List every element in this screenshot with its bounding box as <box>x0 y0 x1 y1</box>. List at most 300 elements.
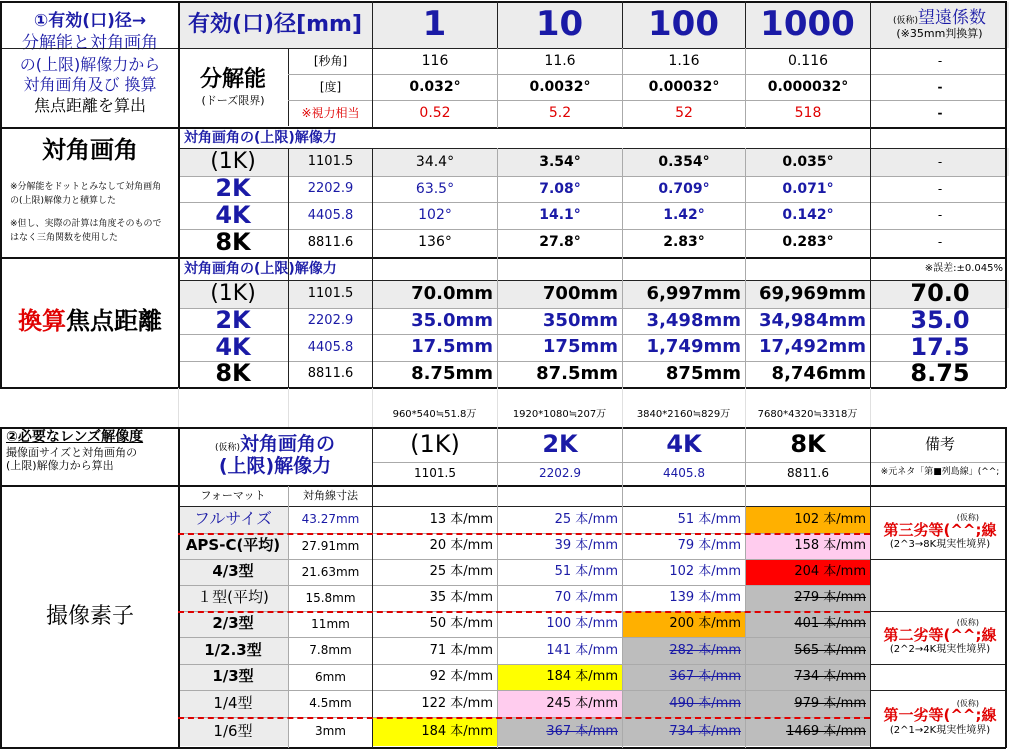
lens-resolution <box>372 717 497 746</box>
resolution-value <box>372 100 497 126</box>
value-text: 2.83° <box>663 234 705 251</box>
row-border <box>288 74 1005 75</box>
sensor-diagonal <box>288 690 372 717</box>
intro-line: ①有効(口)径→ <box>33 10 147 31</box>
resolution-value <box>372 48 497 74</box>
focal-value <box>372 308 497 334</box>
column-border <box>288 148 289 388</box>
angle-row-res <box>288 229 372 256</box>
column-value: 2202.9 <box>539 465 581 480</box>
angle-value <box>497 229 622 256</box>
resolution-column-header <box>497 428 622 462</box>
sensor-name: 1/2.3型 <box>204 640 262 659</box>
lines-per-mm: 282 本/mm <box>669 642 741 658</box>
error-note-text: ※誤差:±0.045% <box>924 262 1003 274</box>
resolution-column-header <box>622 428 745 462</box>
angle-note: ※分解能をドットとみなして対角画角の(上限)解像力と積算した <box>10 182 162 206</box>
value-text: 34.4° <box>415 153 455 170</box>
table-border <box>0 1 1006 3</box>
remark-small: (仮称) <box>956 698 979 708</box>
lens-resolution <box>622 717 745 746</box>
telescope-value <box>870 280 1009 308</box>
sensor-format-name <box>178 690 288 717</box>
value-text: 0.709° <box>658 180 710 197</box>
format-label: フォーマット <box>200 489 266 503</box>
value-text: 14.1° <box>539 207 581 224</box>
column-border <box>497 48 498 128</box>
resolution-value <box>745 74 870 100</box>
header-small: (仮称) <box>214 443 240 454</box>
tele-big: 17.5 <box>910 334 970 361</box>
tele-text: - <box>937 105 943 120</box>
row-border <box>178 229 1005 230</box>
res-text: 4405.8 <box>307 339 354 355</box>
angle-row-res <box>288 202 372 229</box>
telescope-note: (※35mm判換算) <box>896 27 983 41</box>
sensor-diagonal <box>288 637 372 664</box>
row-border <box>870 611 1005 612</box>
value-text: 0.354° <box>658 153 710 170</box>
value-text: 6,997mm <box>646 282 741 304</box>
diag-text: 27.91mm <box>301 538 360 553</box>
value-text: 700mm <box>542 282 618 304</box>
value-text: 136° <box>418 234 452 251</box>
lens-resolution <box>745 664 870 690</box>
res-text: 1101.5 <box>307 286 354 302</box>
sensor-name: フルサイズ <box>193 509 273 529</box>
tele-big: 8.75 <box>910 361 970 387</box>
lens-resolution <box>745 559 870 585</box>
lines-per-mm: 158 本/mm <box>794 538 866 554</box>
focal-value <box>745 334 870 361</box>
value-text: 1,749mm <box>646 336 741 358</box>
value-text: 11.6 <box>544 52 576 69</box>
row-border <box>178 176 1005 177</box>
angle-row-res <box>288 176 372 202</box>
boundary-dashed-line <box>178 717 870 719</box>
sensor-diagonal <box>288 533 372 559</box>
lens-resolution <box>497 717 622 746</box>
focal-title-block <box>2 258 178 386</box>
resolution-value <box>497 100 622 126</box>
lines-per-mm: 25 本/mm <box>554 511 618 527</box>
lines-per-mm: 13 本/mm <box>429 511 493 527</box>
lens-resolution <box>372 506 497 533</box>
value-text: 102° <box>418 207 452 224</box>
lens-resolution <box>372 690 497 717</box>
row-border <box>0 48 1006 49</box>
resolution-column-value <box>745 462 870 484</box>
angle-value <box>372 176 497 202</box>
column-label: (1K) <box>410 430 460 459</box>
sensor-format-name <box>178 637 288 664</box>
remark-boundary-2 <box>870 611 1009 664</box>
remarks-label: 備考 <box>924 435 955 454</box>
table-border <box>0 387 1006 389</box>
header-line: 対角画角の <box>240 433 336 456</box>
row-border <box>870 559 1005 560</box>
sensor-name: １型(平均) <box>197 588 269 607</box>
angle-value <box>622 176 745 202</box>
column-border <box>497 388 498 428</box>
unit-label: [度] <box>319 79 342 94</box>
value-text: 8,746mm <box>771 362 866 384</box>
focal-title: 焦点距離 <box>66 307 162 336</box>
focal-value <box>372 280 497 308</box>
column-border <box>622 148 623 388</box>
sensor-format-name <box>178 717 288 746</box>
remark-title: 第二劣等(^^;線 <box>883 625 997 644</box>
row-label: 2K <box>215 308 251 334</box>
sensor-format-name <box>178 533 288 559</box>
row-border <box>178 308 1005 309</box>
lens-resolution <box>497 690 622 717</box>
pixel-count-note <box>622 404 745 426</box>
angle-row-label <box>178 229 288 256</box>
aperture-number: 1000 <box>760 4 855 45</box>
focal-row-label <box>178 334 288 361</box>
aperture-number: 100 <box>648 4 719 45</box>
resolution-value <box>622 48 745 74</box>
telescope-value <box>870 176 1009 202</box>
lines-per-mm: 490 本/mm <box>669 695 741 711</box>
header-line: (上限)解像力 <box>218 455 332 477</box>
aperture-header <box>178 2 372 48</box>
value-text: 7.08° <box>539 180 581 197</box>
tele-text: - <box>937 181 943 196</box>
unit-label: [秒角] <box>313 53 348 68</box>
intro-text <box>2 2 178 126</box>
intro-line: の(上限)解像力から <box>19 54 161 74</box>
value-text: 875mm <box>665 362 741 384</box>
value-text: 0.283° <box>782 234 834 251</box>
focal-value <box>622 280 745 308</box>
lines-per-mm: 734 本/mm <box>669 723 741 739</box>
value-text: 17.5mm <box>411 336 493 358</box>
angle-row-label <box>178 148 288 176</box>
subheader-text: 対角画角の(上限)解像力 <box>184 129 337 146</box>
section2-title <box>2 428 178 484</box>
section-border <box>0 485 1006 487</box>
lines-per-mm: 1469 本/mm <box>786 723 866 739</box>
lines-per-mm: 141 本/mm <box>546 642 618 658</box>
lines-per-mm: 245 本/mm <box>546 695 618 711</box>
value-text: 0.032° <box>409 78 461 95</box>
tele-big: 70.0 <box>910 280 970 308</box>
focal-value <box>745 280 870 308</box>
unit-label: ※視力相当 <box>301 105 360 120</box>
value-text: 0.071° <box>782 180 834 197</box>
lines-per-mm: 39 本/mm <box>554 538 618 554</box>
lines-per-mm: 51 本/mm <box>554 564 618 580</box>
column-label: 2K <box>542 430 578 459</box>
column-border <box>622 388 623 428</box>
row-label: 8K <box>215 361 251 387</box>
sensor-diagonal <box>288 559 372 585</box>
focal-value <box>745 308 870 334</box>
lines-per-mm: 100 本/mm <box>546 616 618 632</box>
lines-per-mm: 79 本/mm <box>677 538 741 554</box>
lens-resolution <box>745 717 870 746</box>
column-border <box>870 388 871 428</box>
sensor-diagonal <box>288 664 372 690</box>
angle-value <box>497 148 622 176</box>
column-border <box>372 388 373 428</box>
lens-resolution <box>372 559 497 585</box>
sensor-name: 1/6型 <box>213 721 253 740</box>
remark-boundary-1 <box>870 690 1009 746</box>
value-text: 518 <box>794 104 822 121</box>
row-border <box>178 202 1005 203</box>
lines-per-mm: 184 本/mm <box>546 669 618 685</box>
row-border <box>372 462 1005 463</box>
focal-row-res <box>288 308 372 334</box>
lines-per-mm: 102 本/mm <box>669 564 741 580</box>
row-label: 4K <box>215 202 251 229</box>
angle-value <box>372 202 497 229</box>
resolution-value <box>745 100 870 126</box>
column-label: 8K <box>790 430 826 459</box>
lens-resolution <box>497 559 622 585</box>
sensor-format-name <box>178 664 288 690</box>
column-border <box>178 1 180 388</box>
resolution-value <box>622 100 745 126</box>
angle-value <box>622 202 745 229</box>
lens-resolution <box>622 559 745 585</box>
aperture-value <box>372 2 497 48</box>
resolution-title-text: 分解能 <box>199 66 266 92</box>
sensor-diagonal <box>288 585 372 611</box>
aperture-number: 10 <box>535 4 584 45</box>
angle-value <box>622 148 745 176</box>
section2-header-line <box>215 435 335 455</box>
angle-title: 対角画角 <box>42 136 138 164</box>
tele-text: - <box>937 235 943 250</box>
lines-per-mm: 734 本/mm <box>794 669 866 685</box>
row-border <box>178 585 870 586</box>
row-label: (1K) <box>210 281 256 307</box>
tele-text: - <box>937 53 943 68</box>
lens-resolution <box>622 533 745 559</box>
row-border <box>178 637 870 638</box>
tele-text: - <box>937 79 943 94</box>
focal-value <box>497 361 622 387</box>
column-border <box>622 427 623 748</box>
column-border <box>0 427 2 748</box>
resolution-column-value <box>622 462 745 484</box>
sensor-diagonal <box>288 611 372 637</box>
telescope-value <box>870 361 1009 387</box>
sensor-format-name <box>178 559 288 585</box>
res-text: 8811.6 <box>307 234 354 250</box>
diag-text: 21.63mm <box>301 564 360 579</box>
focal-value <box>372 334 497 361</box>
row-border <box>288 100 1005 101</box>
lens-resolution <box>372 664 497 690</box>
sensor-format-name <box>178 585 288 611</box>
row-label: 4K <box>215 334 251 361</box>
lens-resolution <box>622 585 745 611</box>
diag-text: 7.8mm <box>309 643 352 658</box>
lens-resolution <box>497 533 622 559</box>
lens-resolution <box>622 506 745 533</box>
sensor-name: 2/3型 <box>212 614 254 633</box>
lens-resolution <box>622 664 745 690</box>
resolution-value <box>372 74 497 100</box>
resolution-unit <box>288 100 372 126</box>
value-text: 70.0mm <box>411 282 493 304</box>
value-text: 0.0032° <box>529 78 591 95</box>
remark-empty <box>870 664 1009 690</box>
telescope-value <box>870 148 1009 176</box>
angle-value <box>497 176 622 202</box>
value-text: 34,984mm <box>759 309 866 331</box>
focal-row-res <box>288 361 372 387</box>
lines-per-mm: 565 本/mm <box>794 642 866 658</box>
value-text: 0.142° <box>782 207 834 224</box>
value-text: 3.54° <box>539 153 581 170</box>
diag-text: 11mm <box>311 616 350 631</box>
sensor-diagonal <box>288 506 372 533</box>
remarks-header <box>870 428 1009 462</box>
lines-per-mm: 367 本/mm <box>669 669 741 685</box>
lines-per-mm: 122 本/mm <box>421 695 493 711</box>
angle-value <box>745 229 870 256</box>
angle-value <box>745 176 870 202</box>
res-text: 4405.8 <box>307 207 354 223</box>
focal-row-label <box>178 280 288 308</box>
section2-title-text: ②必要なレンズ解像度 <box>6 429 144 445</box>
angle-value <box>745 148 870 176</box>
resolution-title <box>178 48 288 126</box>
row-label: 2K <box>215 176 251 202</box>
value-text: 8.75mm <box>411 362 493 384</box>
row-border <box>178 559 870 560</box>
value-text: 116 <box>421 52 449 69</box>
pixel-count-note <box>372 404 497 426</box>
row-label: 8K <box>215 229 251 256</box>
sensor-format-name <box>178 611 288 637</box>
remark-title: 第三劣等(^^;線 <box>883 520 997 539</box>
tele-text: - <box>937 208 943 223</box>
column-border <box>288 486 289 748</box>
row-border <box>178 334 1005 335</box>
resolution-value <box>497 74 622 100</box>
diag-text: 15.8mm <box>305 590 356 605</box>
column-border <box>372 48 373 128</box>
sensor-title <box>2 486 178 748</box>
column-border <box>178 427 180 748</box>
resolution-column-value <box>497 462 622 484</box>
telescope-label: 望遠係数 <box>918 8 987 29</box>
focal-value <box>372 361 497 387</box>
diag-column-label <box>288 486 372 506</box>
lens-resolution <box>497 664 622 690</box>
sensor-name: 1/4型 <box>213 693 253 712</box>
column-border <box>870 48 871 128</box>
lines-per-mm: 102 本/mm <box>794 511 866 527</box>
value-text: 1.16 <box>668 52 700 69</box>
lens-resolution <box>372 637 497 664</box>
telescope-value <box>870 74 1009 100</box>
angle-row-label <box>178 202 288 229</box>
section2-desc: (上限)解像力から算出 <box>6 459 114 473</box>
column-border <box>745 388 746 428</box>
value-text: 3,498mm <box>646 309 741 331</box>
resolution-column-value <box>372 462 497 484</box>
diag-text: 4.5mm <box>309 696 352 711</box>
row-border <box>870 690 1005 691</box>
pixel-note-text: 960*540≒51.8万 <box>392 408 477 420</box>
row-border <box>178 690 870 691</box>
lines-per-mm: 50 本/mm <box>429 616 493 632</box>
aperture-number: 1 <box>422 4 447 45</box>
lines-per-mm: 35 本/mm <box>429 590 493 606</box>
column-border <box>870 128 871 388</box>
resolution-value <box>745 48 870 74</box>
lens-resolution <box>497 611 622 637</box>
lens-resolution <box>745 690 870 717</box>
angle-value <box>745 202 870 229</box>
remarks-note <box>870 462 1009 484</box>
lines-per-mm: 184 本/mm <box>421 723 493 739</box>
angle-value <box>372 148 497 176</box>
res-text: 1101.5 <box>307 154 354 170</box>
focal-row-res <box>288 280 372 308</box>
column-border <box>497 148 498 388</box>
intro-line: 分解能と対角画角 <box>22 32 158 53</box>
lines-per-mm: 279 本/mm <box>794 590 866 606</box>
sensor-name: 1/3型 <box>212 667 254 686</box>
value-text: 17,492mm <box>759 336 866 358</box>
value-text: 35.0mm <box>411 309 493 331</box>
section-border <box>0 257 1006 259</box>
lines-per-mm: 51 本/mm <box>677 511 741 527</box>
lines-per-mm: 92 本/mm <box>429 669 493 685</box>
focal-value <box>497 308 622 334</box>
lens-resolution <box>622 611 745 637</box>
column-border <box>1005 1 1007 388</box>
subheader-text: 対角画角の(上限)解像力 <box>184 260 337 277</box>
error-note <box>745 258 1009 280</box>
sensor-name: APS-C(平均) <box>185 536 281 555</box>
section-border <box>0 127 1006 129</box>
column-border <box>497 1 498 48</box>
focal-value <box>622 334 745 361</box>
focal-row-label <box>178 361 288 387</box>
focal-row-label <box>178 308 288 334</box>
angle-subheader <box>178 128 497 148</box>
boundary-dashed-line <box>178 611 870 613</box>
remark-sub: (2^3→8K現実性境界) <box>889 539 991 551</box>
resolution-column-header <box>745 428 870 462</box>
section2-desc: 撮像面サイズと対角画角の <box>6 445 138 459</box>
focal-value <box>497 280 622 308</box>
lines-per-mm: 979 本/mm <box>794 695 866 711</box>
pixel-count-note <box>497 404 622 426</box>
res-text: 8811.6 <box>307 366 354 382</box>
remark-boundary-3 <box>870 506 1009 559</box>
column-label: 4K <box>666 430 702 459</box>
row-border <box>178 664 870 665</box>
lines-per-mm: 20 本/mm <box>429 538 493 554</box>
resolution-column-header <box>372 428 497 462</box>
column-border <box>745 427 746 748</box>
table-border <box>0 427 1006 429</box>
resolution-value <box>622 74 745 100</box>
column-border <box>0 1 2 388</box>
value-text: 0.000032° <box>767 78 849 95</box>
